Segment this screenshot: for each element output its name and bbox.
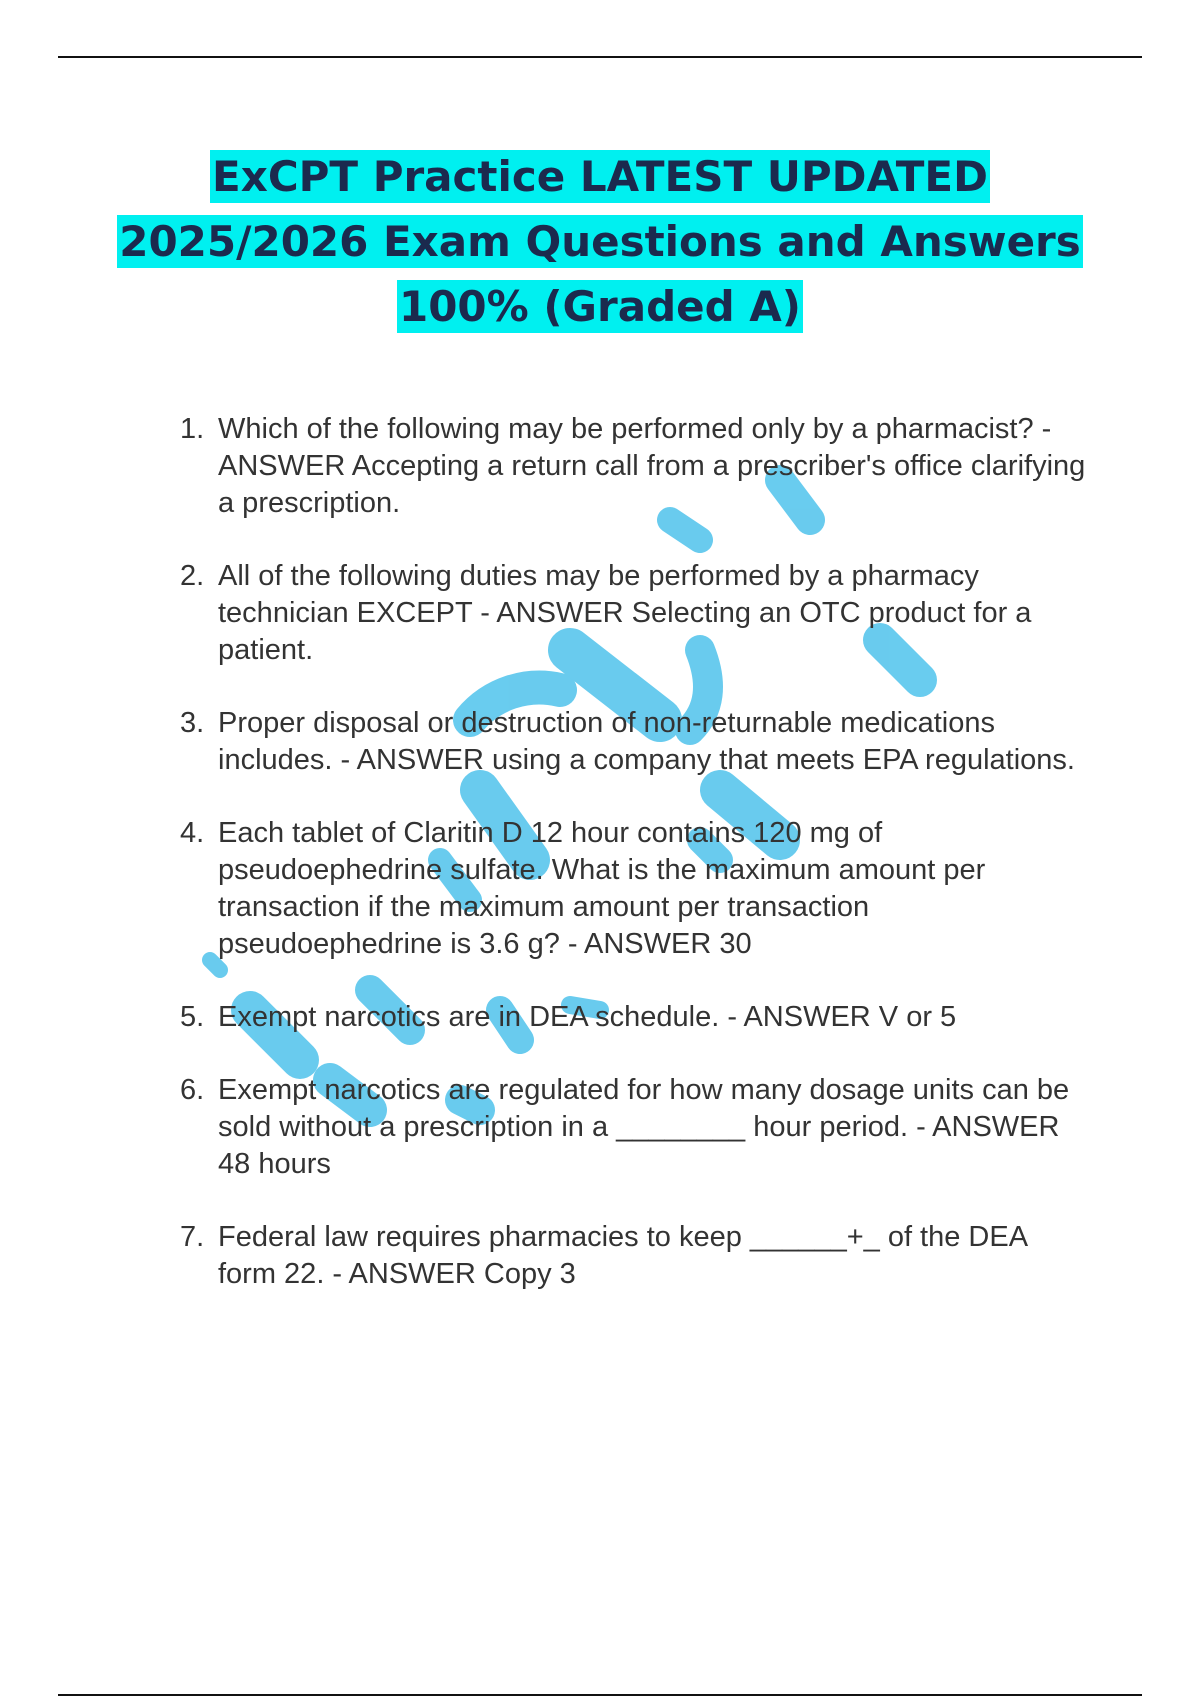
title-line-2: 2025/2026 Exam Questions and Answers [119,217,1081,266]
item-text: Exempt narcotics are in DEA schedule. - ANSWER V or 5 [218,1001,957,1033]
bottom-divider [58,1694,1142,1696]
list-item [180,705,1090,779]
list-item [180,1072,1090,1183]
item-text: All of the following duties may be performed by a pharmacy technician EXCEPT - ANSWER Selecting an OTC product for a patient. [218,560,1032,666]
top-divider [58,56,1142,58]
item-number: 5. [180,1001,205,1033]
item-number: 6. [180,1074,205,1106]
item-text: Exempt narcotics are regulated for how many dosage units can be sold without a prescription in a ________ hour period. - ANSWER 48 hours [218,1074,1070,1180]
document-title [60,144,1140,339]
item-text: Federal law requires pharmacies to keep ______+_ of the DEA form 22. - ANSWER Copy 3 [218,1221,1027,1290]
list-item [180,815,1090,963]
list-item [180,1219,1090,1293]
item-text: Each tablet of Claritin D 12 hour contains 120 mg of pseudoephedrine sulfate. What is the maximum amount per transaction if the maximum amount per transaction pseudoephedrine is 3.6 g? - ANSWER 30 [218,817,986,960]
item-text: Proper disposal or destruction of non-returnable medications includes. - ANSWER using a company that meets EPA regulations. [218,707,1075,776]
title-line-3: 100% (Graded A) [398,282,802,331]
item-text: Which of the following may be performed only by a pharmacist? - ANSWER Accepting a return call from a prescriber's office clarifying a prescription. [218,413,1086,519]
item-number: 1. [180,413,205,445]
item-number: 3. [180,707,205,739]
item-number: 2. [180,560,205,592]
list-item [180,999,1090,1036]
title-line-1: ExCPT Practice LATEST UPDATED [212,152,988,201]
item-number: 4. [180,817,205,849]
question-answer-list [180,411,1090,1329]
item-number: 7. [180,1221,205,1253]
list-item [180,558,1090,669]
list-item [180,411,1090,522]
